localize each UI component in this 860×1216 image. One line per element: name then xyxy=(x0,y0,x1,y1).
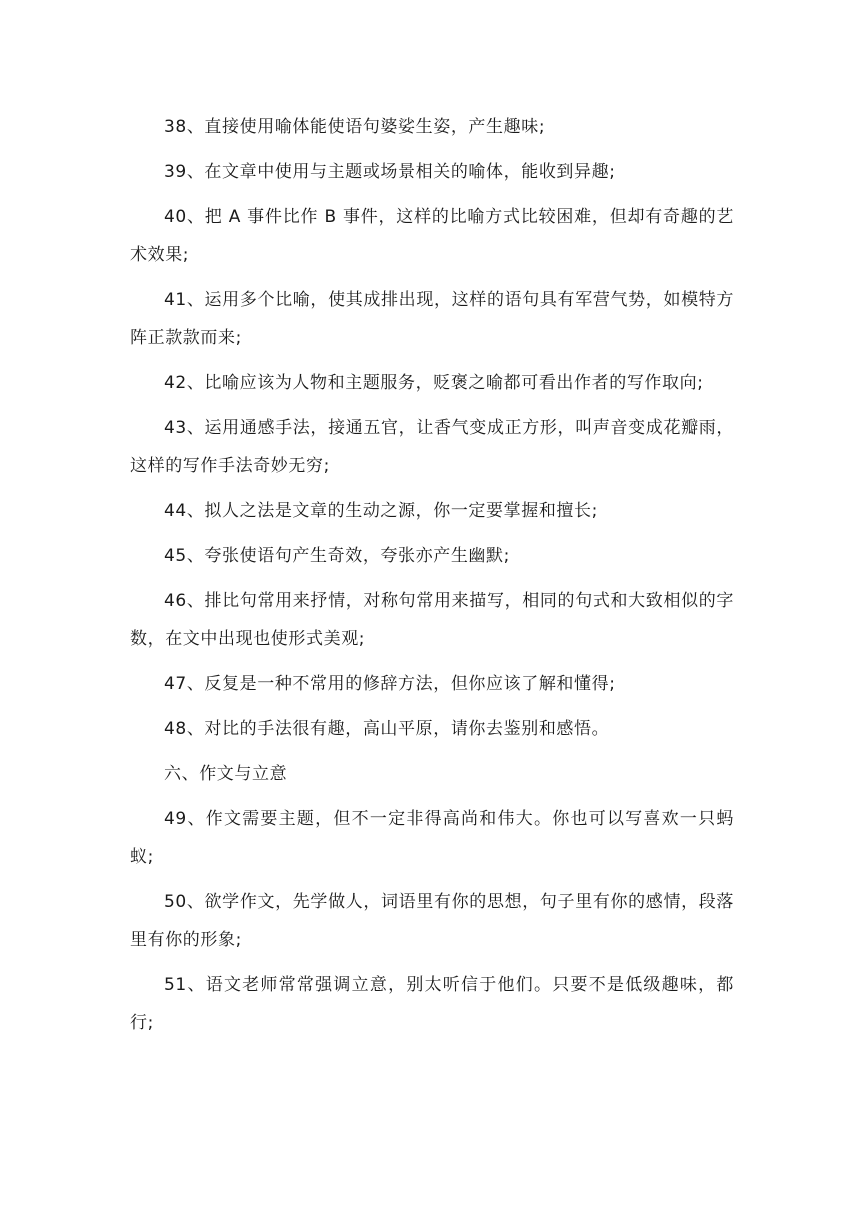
paragraph-47: 47、反复是一种不常用的修辞方法，但你应该了解和懂得; xyxy=(164,674,616,694)
paragraph-44: 44、拟人之法是文章的生动之源，你一定要掌握和擅长; xyxy=(164,501,598,521)
paragraph-46: 46、排比句常用来抒情，对称句常用来描写，相同的句式和大致相似的字数，在文中出现也使形式美观; xyxy=(130,591,734,649)
paragraph-48: 48、对比的手法很有趣，高山平原，请你去鉴别和感悟。 xyxy=(164,719,610,739)
paragraph-39: 39、在文章中使用与主题或场景相关的喻体，能收到异趣; xyxy=(164,162,616,182)
paragraph-49: 49、作文需要主题，但不一定非得高尚和伟大。你也可以写喜欢一只蚂蚁; xyxy=(130,809,734,867)
paragraph-50: 50、欲学作文，先学做人，词语里有你的思想，句子里有你的感情，段落里有你的形象; xyxy=(130,892,734,950)
paragraph-42: 42、比喻应该为人物和主题服务，贬褒之喻都可看出作者的写作取向; xyxy=(164,373,704,393)
section-heading: 六、作文与立意 xyxy=(164,764,288,784)
paragraph-41: 41、运用多个比喻，使其成排出现，这样的语句具有军营气势，如模特方阵正款款而来; xyxy=(130,290,734,348)
paragraph-45: 45、夸张使语句产生奇效，夸张亦产生幽默; xyxy=(164,546,510,566)
paragraph-51: 51、语文老师常常强调立意，别太听信于他们。只要不是低级趣味，都行; xyxy=(130,975,734,1033)
document-body xyxy=(130,108,734,1049)
paragraph-40: 40、把 A 事件比作 B 事件，这样的比喻方式比较困难，但却有奇趣的艺术效果; xyxy=(130,207,734,265)
paragraph-38: 38、直接使用喻体能使语句婆娑生姿，产生趣味; xyxy=(164,117,546,137)
paragraph-43: 43、运用通感手法，接通五官，让香气变成正方形，叫声音变成花瓣雨，这样的写作手法奇妙无穷; xyxy=(130,418,734,476)
